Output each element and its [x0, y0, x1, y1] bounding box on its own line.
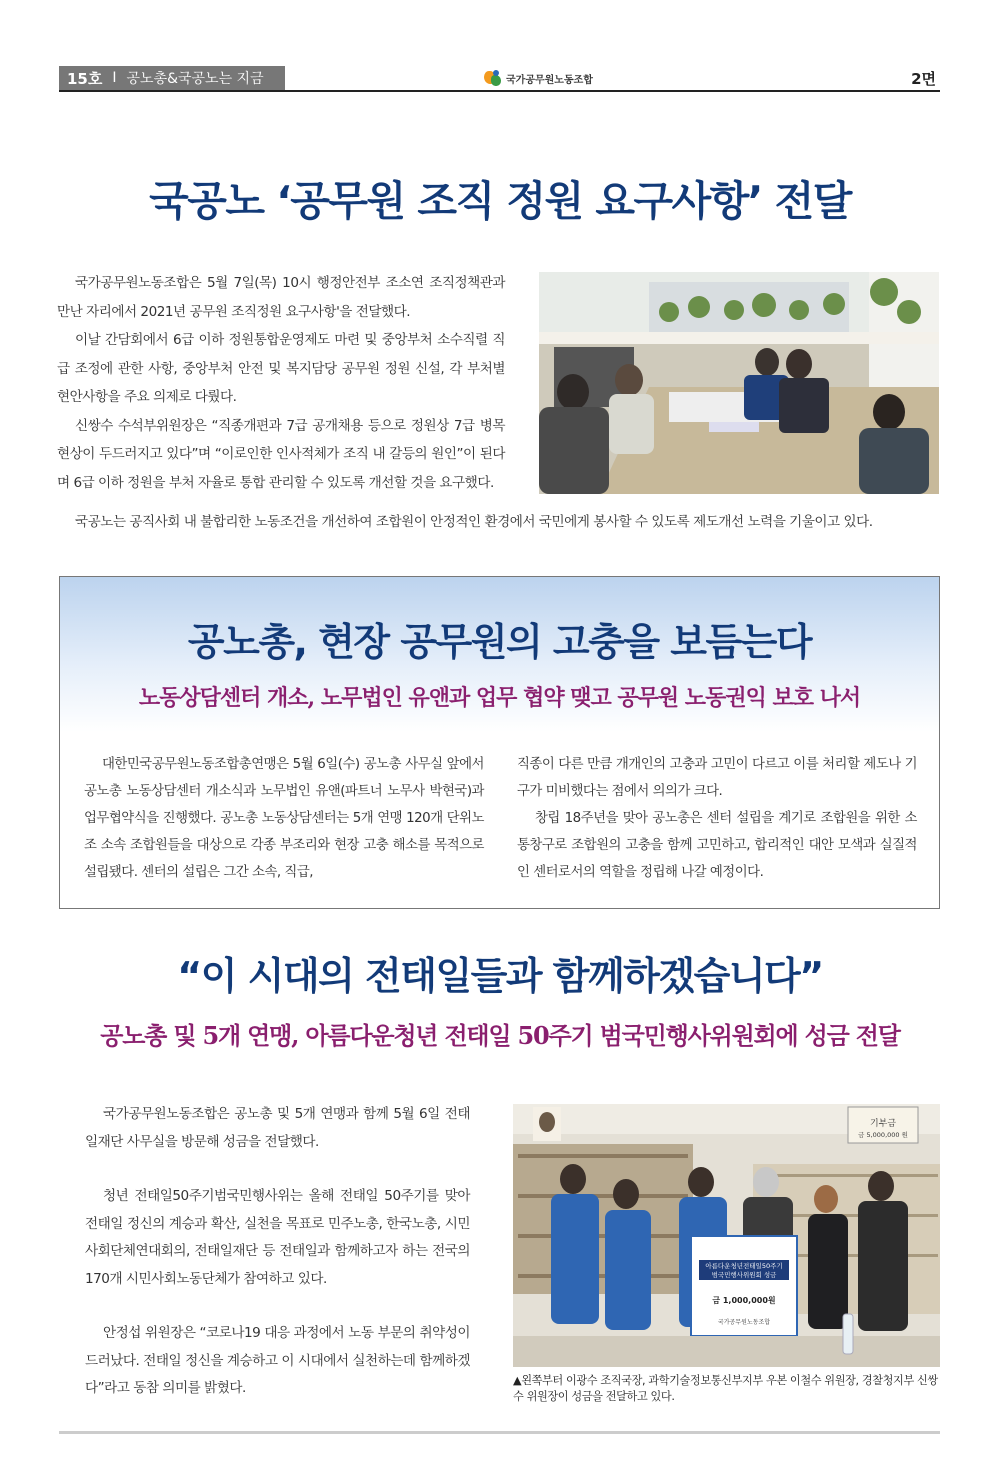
section-banner: [59, 66, 285, 90]
board-line2: 범국민행사위원회 성금: [711, 1271, 777, 1279]
union-logo-icon: [484, 69, 502, 87]
article3-paragraph: 안정섭 위원장은 “코로나19 대응 과정에서 노동 부문의 취약성이 드러났다. 전태일 정신을 계승하고 이 시대에서 실천하는데 함께하겠다”라고 동참 의미를 밝혔다.: [85, 1325, 471, 1396]
article1-closing: 국공노는 공직사회 내 불합리한 노동조건을 개선하여 조합원이 안정적인 환경에서 국민에게 봉사할 수 있도록 제도개선 노력을 기울이고 있다.: [75, 514, 873, 530]
wall-sign-title: 기부금: [869, 1119, 897, 1129]
article3-paragraph: 국가공무원노동조합은 공노총 및 5개 연맹과 함께 5월 6일 전태일재단 사무실을 방문해 성금을 전달했다.: [85, 1106, 470, 1150]
article3-body: [85, 1101, 470, 1403]
article2-paragraph: 창립 18주년을 맞아 공노총은 센터 설립을 계기로 조합원을 위한 소통창구로 조합원의 고충을 함께 고민하고, 합리적인 대안 모색과 실질적인 센터로서의 역할을 정립해 나갈 예정이다.: [517, 811, 917, 880]
footer-divider: [59, 1431, 940, 1434]
article3-paragraph: 청년 전태일50주기범국민행사위는 올해 전태일 50주기를 맞아 전태일 정신의 계승과 확산, 실천을 목표로 민주노총, 한국노총, 시민사회단체연대회의, 전태일재단 등 전태일과 함께하고자 하는 전국의 170개 시민사회노동단체가 참여하고 있다.: [85, 1188, 470, 1287]
page-number: 2면: [911, 70, 936, 88]
org-name: 국가공무원노동조합: [506, 74, 593, 86]
section-title: 공노총&국공노는 지금: [126, 71, 264, 87]
article1-paragraph: 국가공무원노동조합은 5월 7일(목) 10시 행정안전부 조소연 조직정책관과 만난 자리에서 2021년 공무원 조직정원 요구사항'을 전달했다.: [57, 275, 505, 320]
article2-paragraph: 대한민국공무원노동조합총연맹은 5월 6일(수) 공노총 사무실 앞에서 공노총 노동상담센터 개소식과 노무법인 유앤(파트너 노무사 박현국)과 업무협약식을 진행했다. 공노총 노동상담센터는 5개 연맹 120개 단위노조 소속 조합원들을 대상으로 각종 부조리와 현장 고충 해소를 목적으로 설립됐다. 센터의 설립은 그간 소속, 직급,: [84, 757, 484, 880]
article2-subtitle: 노동상담센터 개소, 노무법인 유앤과 업무 협약 맺고 공무원 노동권익 보호 나서: [138, 685, 861, 711]
meeting-photo: [539, 272, 939, 494]
wall-sign-amount: 금 5,000,000 원: [858, 1131, 908, 1139]
page-header: [59, 66, 940, 92]
article2-title: 공노총, 현장 공무원의 고충을 보듬는다: [187, 620, 812, 664]
board-line1: 아름다운청년전태일50주기: [705, 1262, 783, 1270]
photo-caption: ▲왼쪽부터 이광수 조직국장, 과학기술정보통신부지부 우본 이철수 위원장, 경찰청지부 신쌍수 위원장이 성금을 전달하고 있다.: [513, 1374, 938, 1403]
article2-column-right: [517, 751, 917, 886]
article1-paragraph: 신쌍수 수석부위원장은 “직종개편과 7급 공개채용 등으로 정원상 7급 병목현상이 두드러지고 있다”며 “이로인한 인사적체가 조직 내 갈등의 원인”이 된다며 6급 이하 정원을 부처 자율로 통합 관리할 수 있도록 개선할 것을 요구했다.: [57, 417, 505, 491]
article2-column-left: [84, 751, 484, 886]
board-amount: 금 1,000,000원: [712, 1296, 776, 1305]
issue-number: 15호: [67, 69, 103, 88]
article3-title: “이 시대의 전태일들과 함께하겠습니다”: [177, 954, 823, 998]
article1-body: [57, 269, 505, 497]
donation-photo-illustration: [513, 1104, 940, 1367]
donation-photo: [513, 1104, 940, 1367]
board-org: 국가공무원노동조합: [717, 1319, 771, 1326]
article1-title: 국공노 ‘공무원 조직 정원 요구사항’ 전달: [149, 177, 851, 225]
org-logo: [484, 69, 593, 87]
meeting-photo-illustration: [539, 272, 939, 494]
article2-box: [59, 576, 940, 909]
header-separator: I: [112, 70, 117, 86]
article3-subtitle: 공노총 및 5개 연맹, 아름다운청년 전태일 50주기 범국민행사위원회에 성금 전달: [100, 1021, 900, 1050]
article1-paragraph: 이날 간담회에서 6급 이하 정원통합운영제도 마련 및 중앙부처 소수직렬 직급 조정에 관한 사항, 중앙부처 안전 및 복지담당 공무원 정원 신설, 각 부처별 현안사항을 주요 의제로 다뤘다.: [57, 332, 505, 405]
article2-continuation: 직종이 다른 만큼 개개인의 고충과 고민이 다르고 이를 처리할 제도나 기구가 미비했다는 점에서 의의가 크다.: [517, 757, 917, 799]
